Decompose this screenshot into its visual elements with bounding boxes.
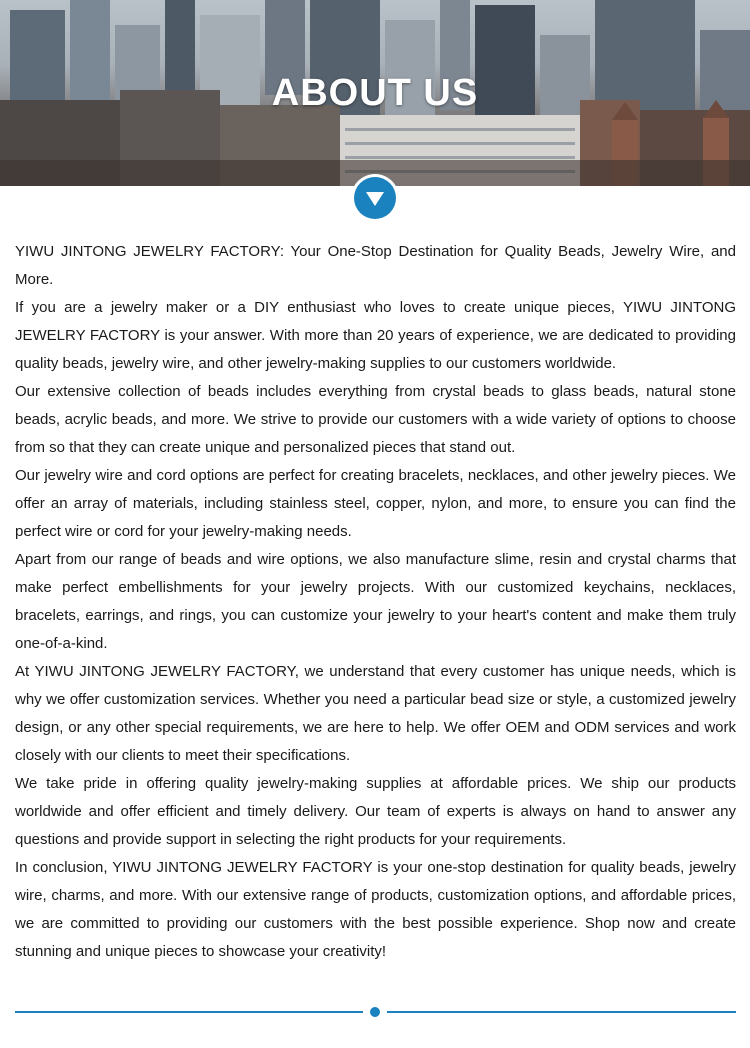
divider-line-left	[15, 1011, 363, 1013]
divider-line-right	[387, 1011, 736, 1013]
triangle-down-icon	[354, 177, 396, 219]
paragraph-pricing: We take pride in offering quality jewelry-making supplies at affordable prices. We ship our products worldwide and offer efficient and timely delivery. Our team of experts is always on hand to answer any questions and provide support in selecting the right products for your requirements.	[15, 775, 736, 848]
hero-banner	[0, 0, 750, 186]
paragraph-wire: Our jewelry wire and cord options are perfect for creating bracelets, necklaces, and other jewelry pieces. We offer an array of materials, including stainless steel, copper, nylon, and more, to ensure you can find the perfect wire or cord for your jewelry-making needs.	[15, 467, 736, 540]
badge-circle	[354, 177, 396, 219]
paragraph-intro: YIWU JINTONG JEWELRY FACTORY: Your One-Stop Destination for Quality Beads, Jewelry Wire, and More.	[15, 243, 736, 288]
paragraph-conclusion: In conclusion, YIWU JINTONG JEWELRY FACTORY is your one-stop destination for quality beads, jewelry wire, charms, and more. With our extensive range of products, customization options, and affordable prices, we are committed to providing our customers with the best possible experience. Shop now and create stunning and unique pieces to showcase your creativity!	[15, 859, 736, 960]
section-divider	[15, 1004, 736, 1020]
page-title: ABOUT US	[271, 72, 479, 114]
paragraph-beads: Our extensive collection of beads includes everything from crystal beads to glass beads, natural stone beads, acrylic beads, and more. We strive to provide our customers with a wide variety of options to choose from so that they can create unique and personalized pieces that stand out.	[15, 383, 736, 456]
about-text	[15, 238, 736, 966]
paragraph-experience: If you are a jewelry maker or a DIY enthusiast who loves to create unique pieces, YIWU JINTONG JEWELRY FACTORY is your answer. With more than 20 years of experience, we are dedicated to providing quality beads, jewelry wire, and other jewelry-making supplies to our customers worldwide.	[15, 299, 736, 372]
scroll-down-badge	[351, 174, 399, 222]
divider-dot	[370, 1007, 380, 1017]
paragraph-charms: Apart from our range of beads and wire options, we also manufacture slime, resin and crystal charms that make perfect embellishments for your jewelry projects. With our customized keychains, necklaces, bracelets, earrings, and rings, you can customize your jewelry to your heart's content and make them truly one-of-a-kind.	[15, 551, 736, 652]
paragraph-customization: At YIWU JINTONG JEWELRY FACTORY, we understand that every customer has unique needs, which is why we offer customization services. Whether you need a particular bead size or style, a customized jewelry design, or any other special requirements, we are here to help. We offer OEM and ODM services and work closely with our clients to meet their specifications.	[15, 663, 736, 764]
